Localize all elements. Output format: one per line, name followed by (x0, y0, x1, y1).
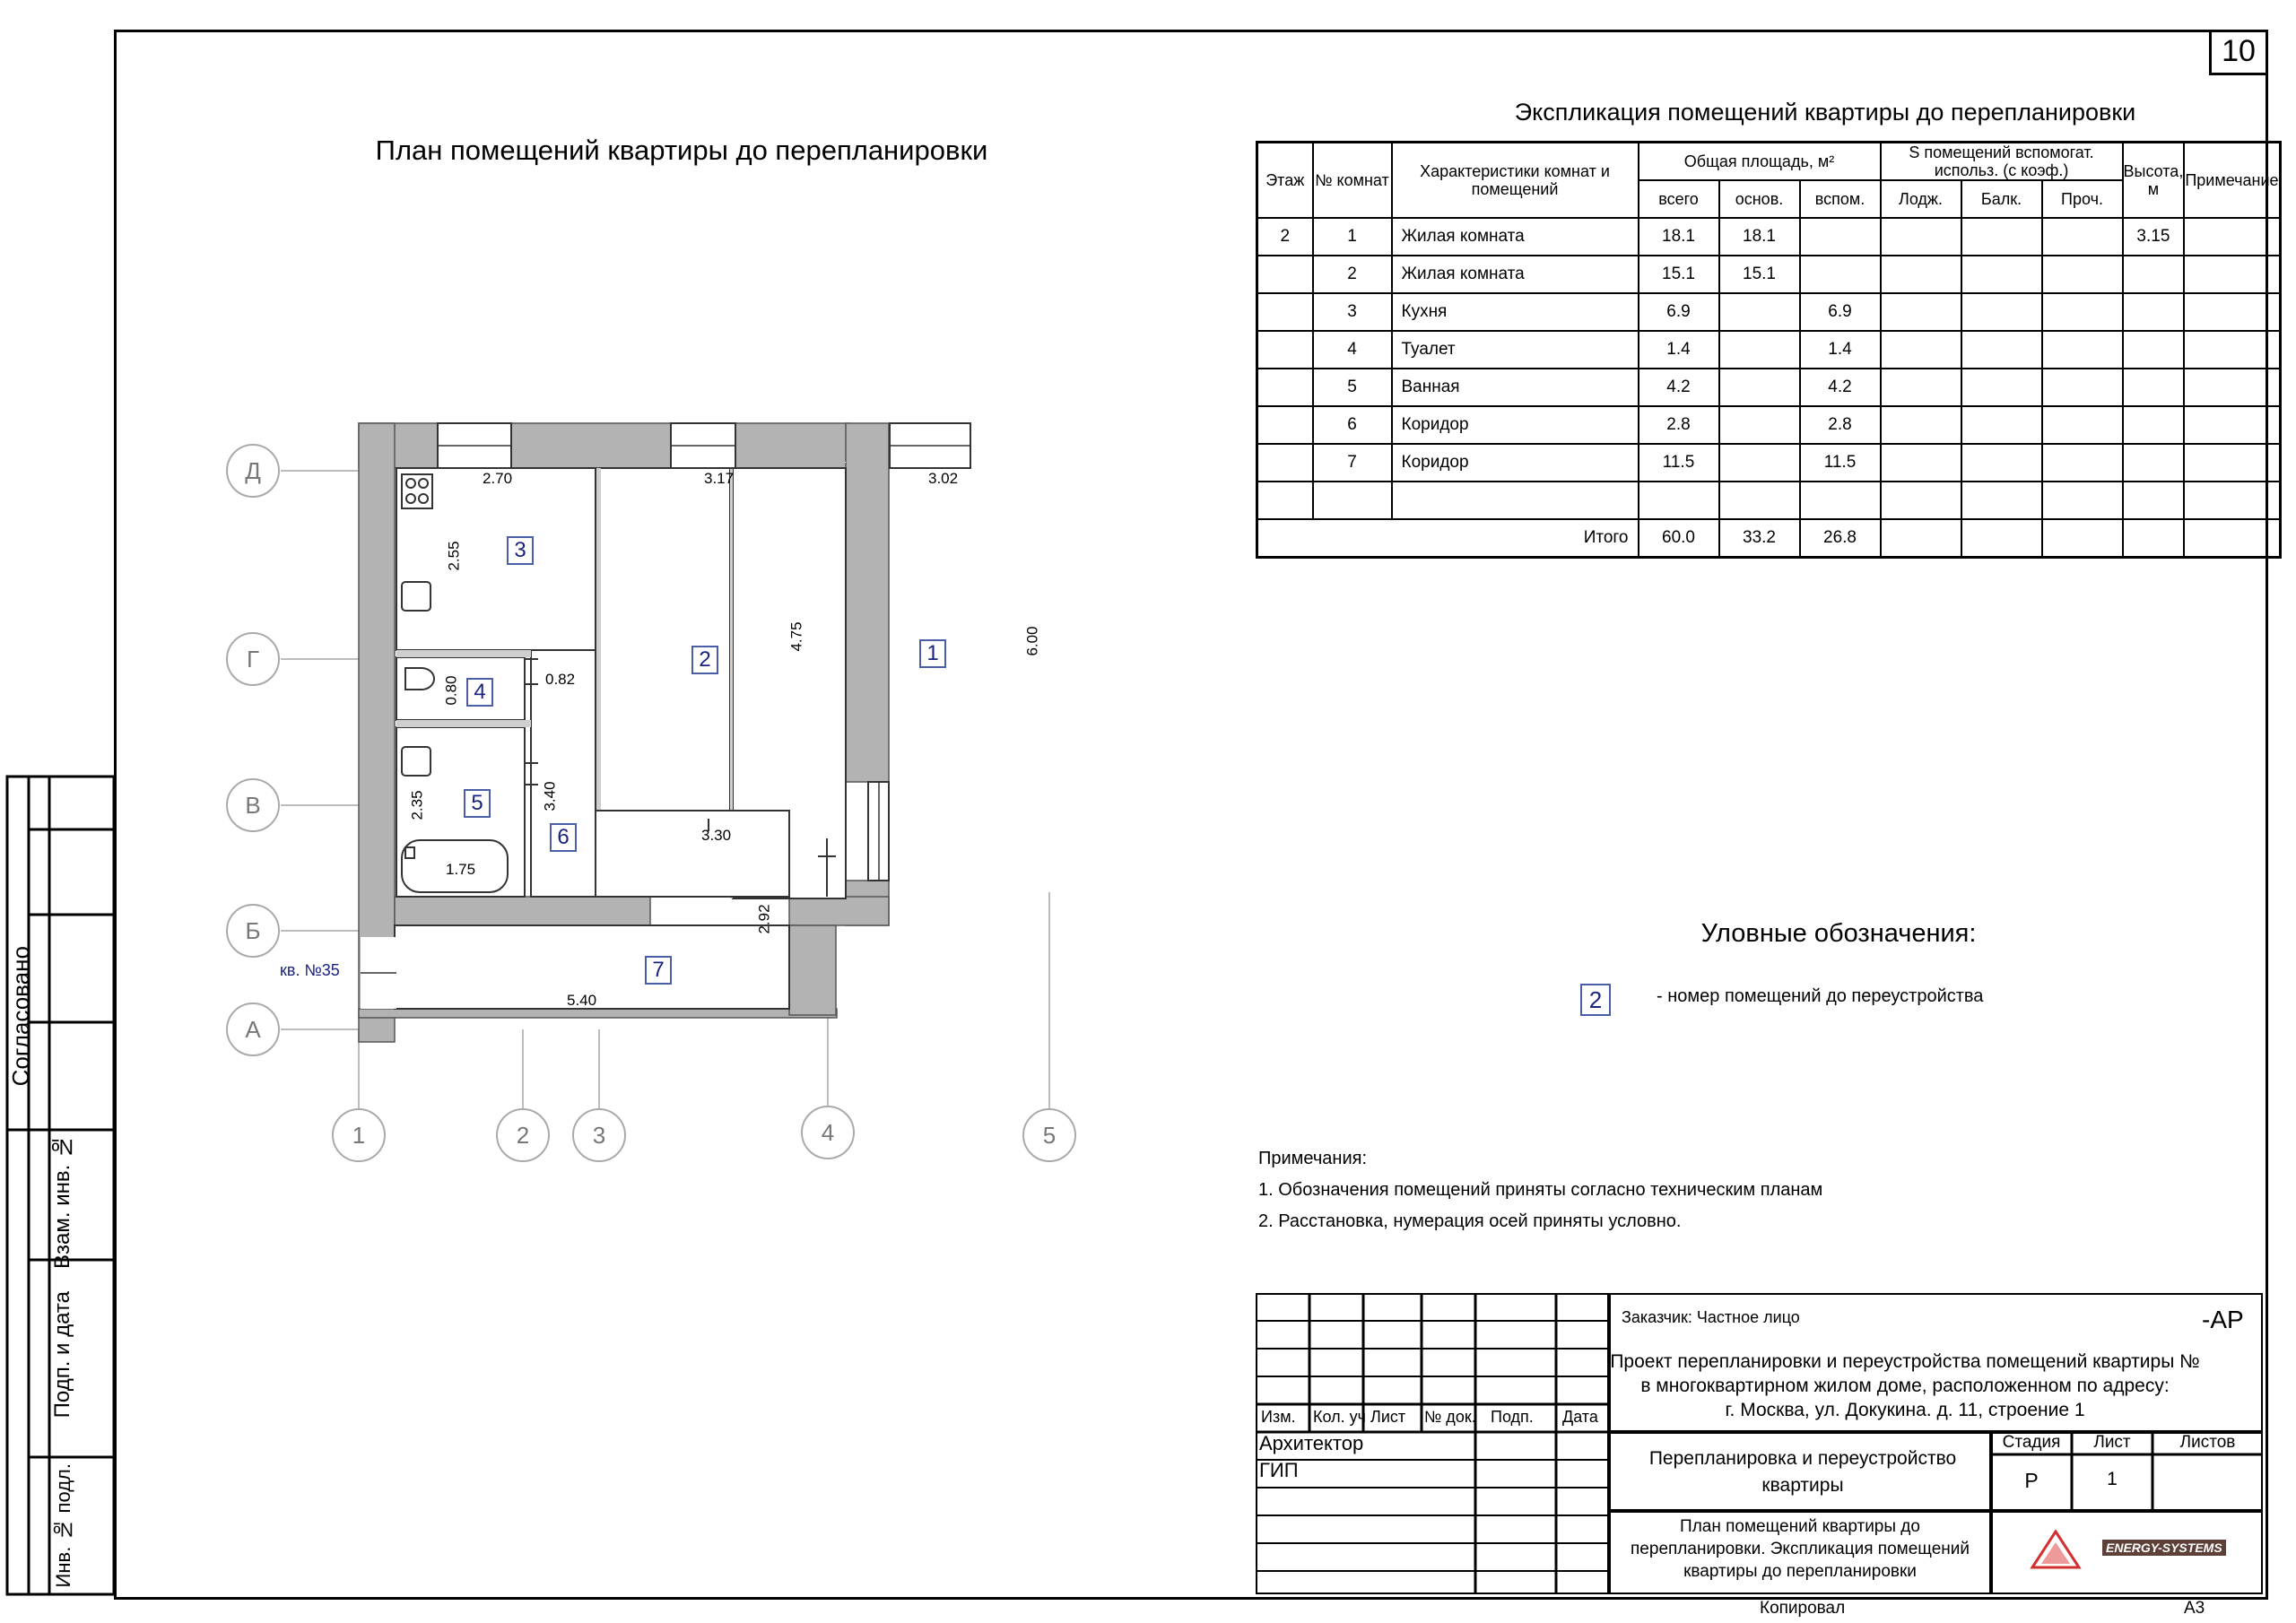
table-row (1257, 482, 2281, 519)
cell-height (2123, 293, 2185, 331)
cell-balcony (1961, 218, 2042, 256)
cell-balcony (1961, 293, 2042, 331)
project-line-1: Проект перепланировки и переустройства помещений квартиры № (1610, 1351, 2200, 1372)
gip-label: ГИП (1259, 1459, 1299, 1481)
cell-main: 15.1 (1719, 256, 1800, 293)
cell-aux: 2.8 (1800, 406, 1881, 444)
axis-4: 4 (821, 1119, 835, 1146)
cell-note (2184, 444, 2280, 482)
hdr-total: всего (1639, 180, 1719, 218)
hdr-char: Характеристики комнат и помещений (1392, 143, 1639, 219)
explication-title: Экспликация помещений квартиры до перепланировки (1514, 99, 2136, 126)
cell-height (2123, 256, 2185, 293)
dim-bath-height: 2.35 (408, 790, 426, 820)
cell-floor: 2 (1257, 218, 1313, 256)
axis-1: 1 (352, 1122, 366, 1149)
room-number-6: 6 (550, 823, 577, 852)
floor-plan (206, 408, 1148, 1179)
dim-corridor6-height: 3.40 (541, 781, 559, 812)
hdr-loggia: Лодж. (1881, 180, 1961, 218)
dim-wc-width: 0.82 (545, 671, 576, 688)
project-line-3: г. Москва, ул. Докукина. д. 11, строение 1 (1725, 1400, 2085, 1420)
vzam-label: Взам. инв. № (50, 1134, 74, 1269)
dim-corridor7-width: 5.40 (567, 992, 597, 1009)
cell-aux (1800, 218, 1881, 256)
hdr-aux: S помещений вспомогат. использ. (с коэф.) (1881, 143, 2123, 181)
cell-note (2184, 406, 2280, 444)
cell-other (2042, 444, 2123, 482)
cell-note (2184, 218, 2280, 256)
document-code: -АР (2202, 1306, 2244, 1333)
cell-note (2184, 482, 2280, 519)
table-row (1257, 444, 2281, 482)
cell-floor (1257, 406, 1313, 444)
room-number-3: 3 (507, 536, 534, 565)
cell-loggia (1881, 406, 1961, 444)
cell-loggia (1881, 444, 1961, 482)
table-row (1257, 218, 2281, 256)
col-podp: Подп. (1491, 1408, 1534, 1426)
cell-aux (1800, 256, 1881, 293)
explication-table (1256, 141, 2282, 559)
room-number-1: 1 (919, 639, 946, 668)
cell-balcony (1961, 331, 2042, 369)
cell-aux (1800, 482, 1881, 519)
cell-balcony (1961, 482, 2042, 519)
hdr-main: основ. (1719, 180, 1800, 218)
table-row (1257, 331, 2281, 369)
dim-corridor7-height: 2.92 (755, 904, 773, 934)
drawing-title: План помещений квартиры до перепланировки. Экспликация помещений квартиры до перепланировки (1631, 1517, 1970, 1581)
room-number-7: 7 (645, 956, 672, 985)
total-aux: 26.8 (1800, 519, 1881, 557)
cell-name: Жилая комната (1392, 218, 1639, 256)
table-row (1257, 293, 2281, 331)
cell-main (1719, 293, 1800, 331)
cell-other (2042, 331, 2123, 369)
hdr-area: Общая площадь, м² (1639, 143, 1881, 181)
axis-3: 3 (592, 1122, 606, 1149)
cell-total: 11.5 (1639, 444, 1719, 482)
room-number-2: 2 (691, 646, 718, 674)
axis-a: А (245, 1016, 261, 1043)
stage-label: Стадия (2002, 1433, 2061, 1452)
cell-height (2123, 369, 2185, 406)
title-block (1256, 1293, 2263, 1618)
customer-label: Заказчик: Частное лицо (1622, 1308, 1800, 1326)
cell-num: 3 (1313, 293, 1392, 331)
cell-total: 1.4 (1639, 331, 1719, 369)
cell-loggia (1881, 482, 1961, 519)
axis-v: В (245, 792, 261, 819)
cell-name (1392, 482, 1639, 519)
cell-note (2184, 331, 2280, 369)
cell-main (1719, 482, 1800, 519)
table-row (1257, 406, 2281, 444)
legend-title: Уловные обозначения: (1700, 919, 1977, 948)
note-item: 1. Обозначения помещений приняты согласно техническим планам (1258, 1180, 1823, 1200)
sheets-label: Листов (2179, 1433, 2236, 1452)
hdr-floor: Этаж (1257, 143, 1313, 219)
cell-floor (1257, 482, 1313, 519)
col-list: Лист (1370, 1408, 1406, 1426)
cell-loggia (1881, 218, 1961, 256)
cell-main (1719, 369, 1800, 406)
logo-text: ENERGY-SYSTEMS (2102, 1540, 2226, 1556)
cell-num: 1 (1313, 218, 1392, 256)
cell-main: 18.1 (1719, 218, 1800, 256)
note-item: 2. Расстановка, нумерация осей приняты условно. (1258, 1211, 1682, 1231)
col-kol: Кол. уч (1313, 1408, 1366, 1426)
cell-balcony (1961, 406, 2042, 444)
hdr-note: Примечание (2184, 143, 2280, 219)
cell-aux: 1.4 (1800, 331, 1881, 369)
cell-name: Коридор (1392, 406, 1639, 444)
axis-b: Б (245, 917, 261, 944)
cell-aux: 11.5 (1800, 444, 1881, 482)
cell-floor (1257, 444, 1313, 482)
cell-num (1313, 482, 1392, 519)
project-title (1609, 1350, 2201, 1422)
copied-label: Копировал (1760, 1599, 1846, 1618)
cell-main (1719, 406, 1800, 444)
cell-total: 18.1 (1639, 218, 1719, 256)
cell-height (2123, 482, 2185, 519)
cell-note (2184, 293, 2280, 331)
cell-loggia (1881, 369, 1961, 406)
col-izm: Изм. (1261, 1408, 1296, 1426)
plan-title: План помещений квартиры до перепланировки (375, 135, 988, 166)
cell-height (2123, 406, 2185, 444)
cell-loggia (1881, 256, 1961, 293)
cell-balcony (1961, 369, 2042, 406)
cell-loggia (1881, 331, 1961, 369)
cell-note (2184, 369, 2280, 406)
cell-name: Кухня (1392, 293, 1639, 331)
dim-wc-height: 0.80 (442, 675, 460, 706)
hdr-other: Проч. (2042, 180, 2123, 218)
inv-label: Инв. № подл. (52, 1463, 74, 1588)
dim-room2-height: 4.75 (787, 621, 805, 652)
total-label: Итого (1257, 519, 1639, 557)
apartment-label: кв. №35 (280, 961, 340, 979)
axis-g: Г (246, 646, 260, 673)
cell-other (2042, 218, 2123, 256)
sheet-number: 10 (2209, 30, 2266, 75)
cell-other (2042, 406, 2123, 444)
total-main: 33.2 (1719, 519, 1800, 557)
dim-room1-width: 3.02 (928, 470, 959, 487)
cell-name: Жилая комната (1392, 256, 1639, 293)
axis-5: 5 (1042, 1122, 1057, 1149)
legend-sample-number: 2 (1580, 984, 1611, 1016)
podp-label: Подп. и дата (50, 1291, 74, 1419)
cell-main (1719, 444, 1800, 482)
col-ndoc: № док. (1424, 1408, 1476, 1426)
stage-value: Р (2024, 1469, 2039, 1492)
dim-room1-height: 6.00 (1023, 626, 1041, 656)
notes-title: Примечания: (1258, 1149, 1368, 1168)
architect-label: Архитектор (1259, 1432, 1364, 1454)
work-title: Перепланировка и переустройство квартиры (1648, 1448, 1957, 1496)
notes (1258, 1143, 1822, 1237)
agreed-label: Согласовано (7, 946, 34, 1087)
hdr-num: № комнат (1313, 143, 1392, 219)
cell-name: Коридор (1392, 444, 1639, 482)
legend-text: - номер помещений до переустройства (1657, 986, 1984, 1006)
cell-total: 2.8 (1639, 406, 1719, 444)
cell-total (1639, 482, 1719, 519)
cell-floor (1257, 331, 1313, 369)
hdr-height: Высота, м (2123, 143, 2185, 219)
cell-floor (1257, 293, 1313, 331)
cell-num: 6 (1313, 406, 1392, 444)
cell-balcony (1961, 256, 2042, 293)
logo-mark (2029, 1528, 2083, 1573)
dim-bath-width: 1.75 (446, 861, 476, 878)
cell-total: 15.1 (1639, 256, 1719, 293)
cell-floor (1257, 369, 1313, 406)
cell-num: 4 (1313, 331, 1392, 369)
room-number-5: 5 (464, 789, 491, 818)
cell-num: 7 (1313, 444, 1392, 482)
sheet-value: 1 (2107, 1469, 2118, 1489)
cell-other (2042, 369, 2123, 406)
cell-name: Ванная (1392, 369, 1639, 406)
table-row (1257, 256, 2281, 293)
col-data: Дата (1562, 1408, 1598, 1426)
table-row (1257, 369, 2281, 406)
cell-height: 3.15 (2123, 218, 2185, 256)
cell-num: 2 (1313, 256, 1392, 293)
cell-aux: 4.2 (1800, 369, 1881, 406)
total-sum: 60.0 (1639, 519, 1719, 557)
cell-main (1719, 331, 1800, 369)
hdr-balcony: Балк. (1961, 180, 2042, 218)
cell-name: Туалет (1392, 331, 1639, 369)
cell-other (2042, 256, 2123, 293)
cell-total: 4.2 (1639, 369, 1719, 406)
project-line-2: в многоквартирном жилом доме, расположенном по адресу: (1640, 1376, 2170, 1396)
cell-floor (1257, 256, 1313, 293)
dim-kitchen-width: 2.70 (483, 470, 513, 487)
hdr-auxsub: вспом. (1800, 180, 1881, 218)
cell-height (2123, 444, 2185, 482)
room-number-4: 4 (466, 678, 493, 707)
axis-d: Д (245, 457, 261, 484)
sheet-label: Лист (2093, 1433, 2131, 1452)
dim-room2-width: 3.17 (704, 470, 735, 487)
axis-2: 2 (516, 1122, 530, 1149)
dim-corridor-width: 3.30 (701, 827, 732, 844)
dim-kitchen-height: 2.55 (445, 541, 463, 571)
cell-aux: 6.9 (1800, 293, 1881, 331)
cell-note (2184, 256, 2280, 293)
format-label: А3 (2184, 1599, 2205, 1618)
cell-loggia (1881, 293, 1961, 331)
cell-total: 6.9 (1639, 293, 1719, 331)
cell-num: 5 (1313, 369, 1392, 406)
cell-height (2123, 331, 2185, 369)
cell-other (2042, 482, 2123, 519)
cell-other (2042, 293, 2123, 331)
cell-balcony (1961, 444, 2042, 482)
